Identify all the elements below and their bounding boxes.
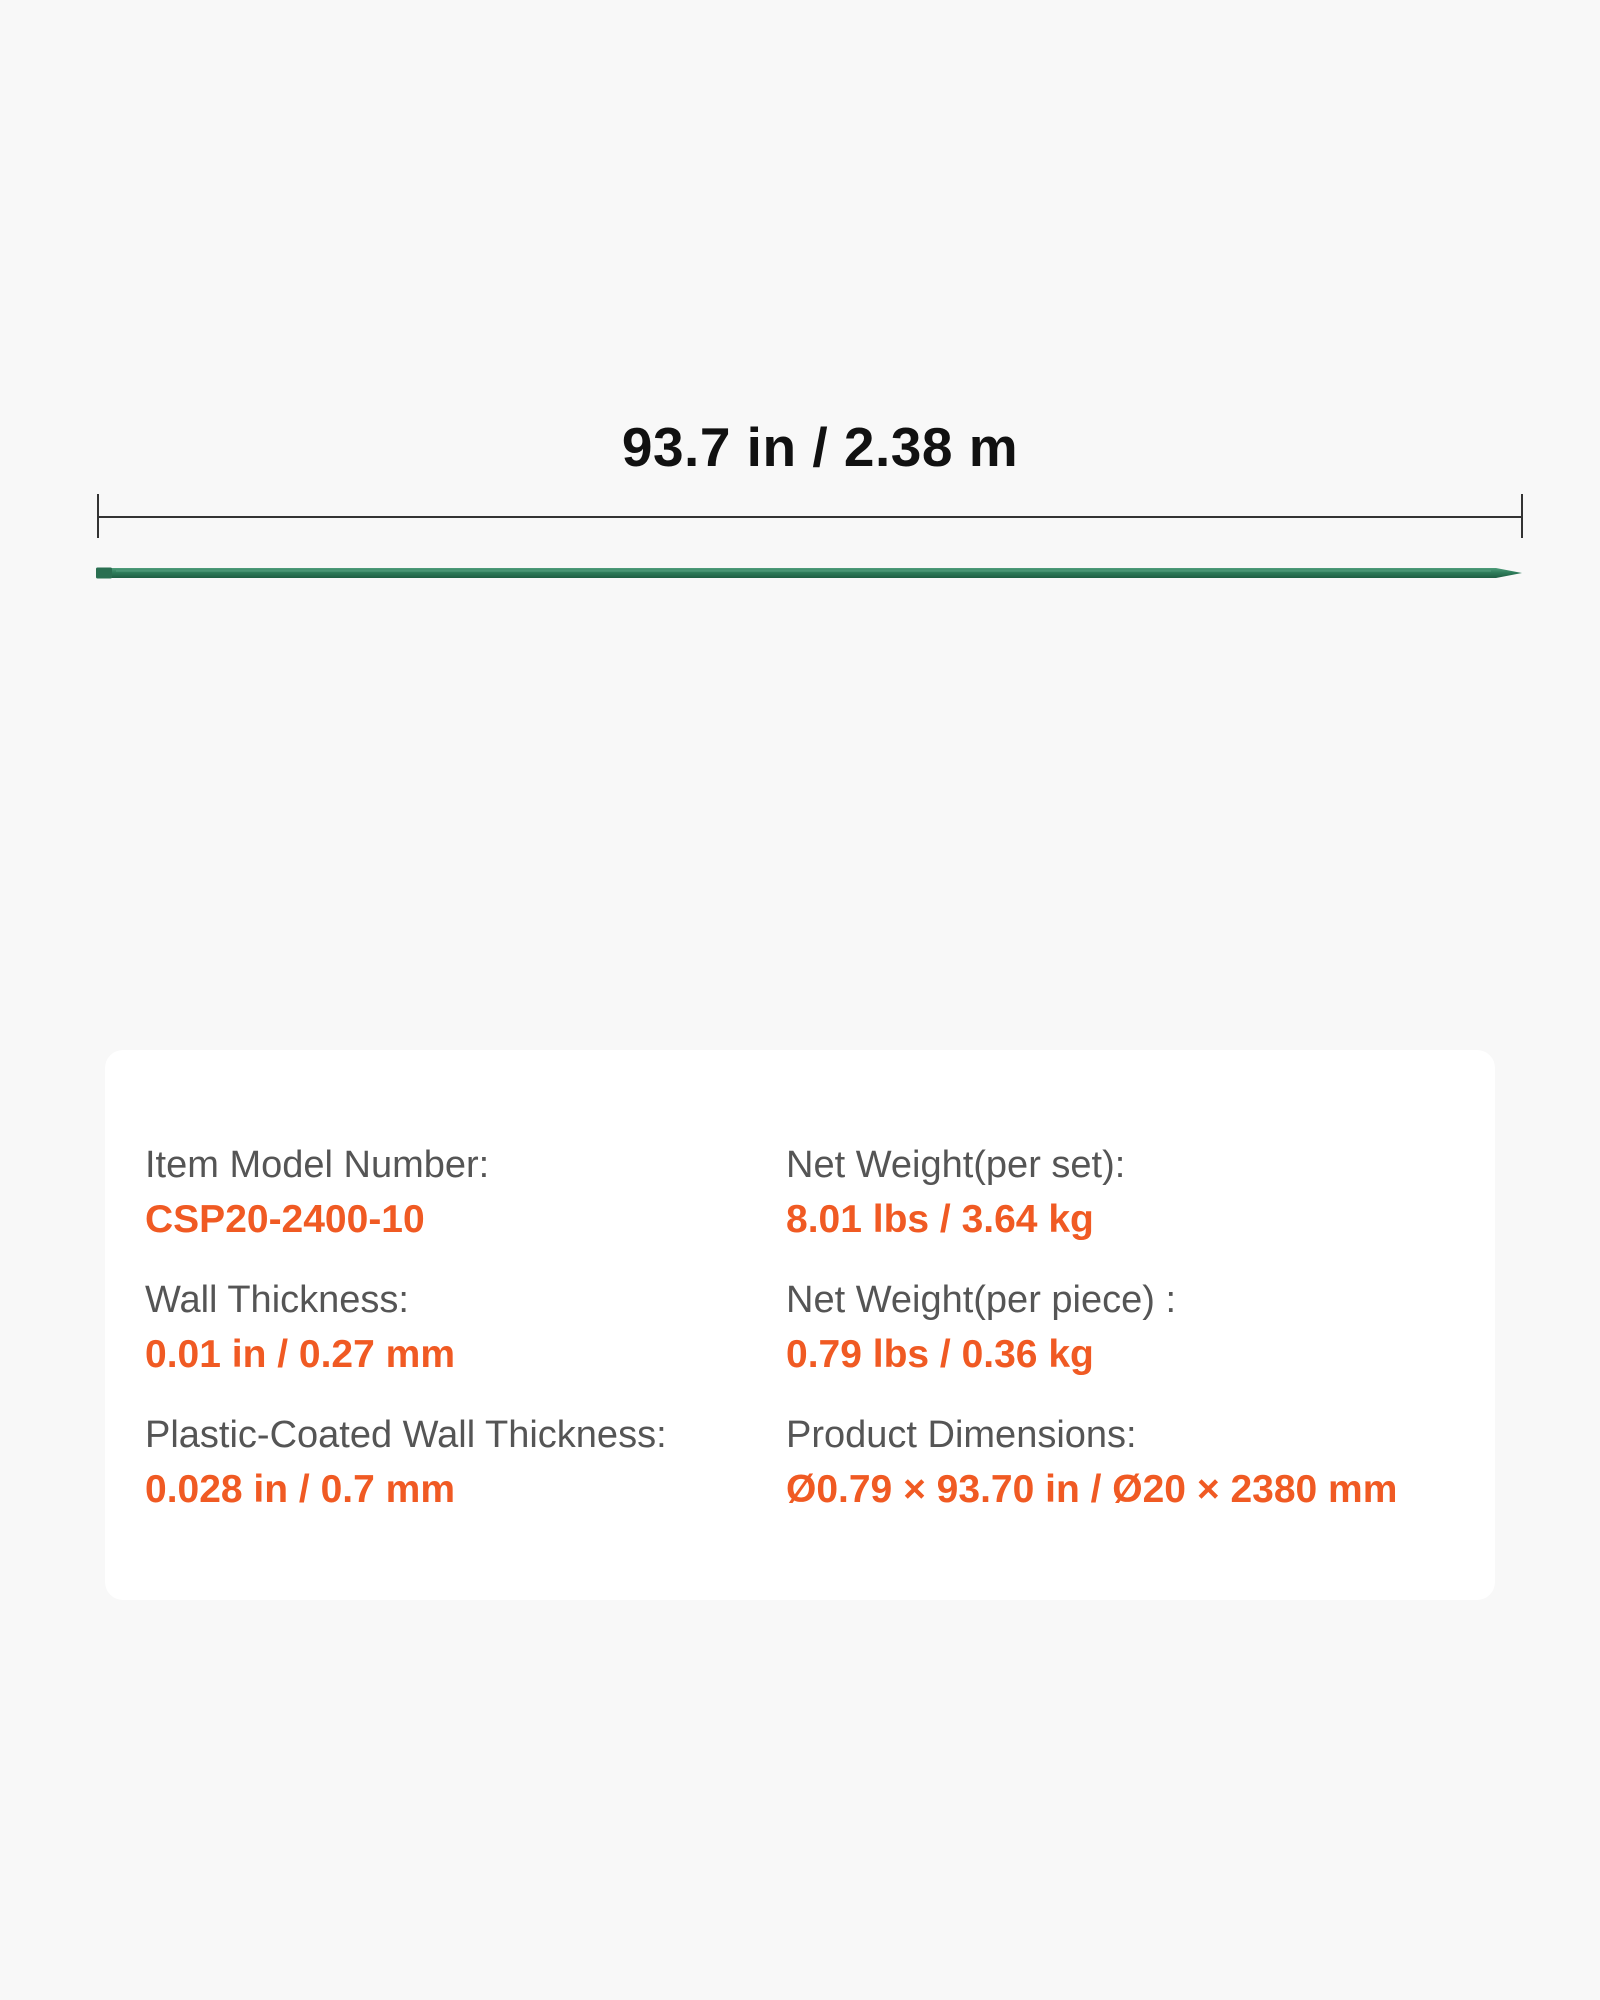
spec-label: Item Model Number: [145, 1144, 490, 1186]
spec-card [105, 1050, 1495, 1600]
spec-product-dimensions [786, 1410, 1397, 1516]
spec-value: CSP20-2400-10 [145, 1198, 425, 1241]
dimension-tick-right [1521, 494, 1523, 538]
spec-model-number [145, 1140, 489, 1246]
spec-wall-thickness [145, 1275, 455, 1381]
length-dimension-label: 93.7 in / 2.38 m [621, 416, 1019, 478]
green-plant-stake-image [96, 565, 1522, 581]
spec-coated-wall-thickness [145, 1410, 667, 1516]
dimension-bar [97, 516, 1523, 518]
spec-label: Wall Thickness: [145, 1279, 409, 1321]
spec-value: 0.01 in / 0.27 mm [145, 1333, 456, 1376]
spec-value: 8.01 lbs / 3.64 kg [786, 1198, 1094, 1241]
spec-value: 0.028 in / 0.7 mm [145, 1468, 456, 1511]
spec-label: Net Weight(per set): [786, 1144, 1126, 1186]
length-dimension-line [97, 494, 1523, 538]
spec-value: Ø0.79 × 93.70 in / Ø20 × 2380 mm [786, 1468, 1398, 1511]
spec-net-weight-piece [786, 1275, 1176, 1381]
spec-label: Plastic-Coated Wall Thickness: [145, 1414, 667, 1456]
spec-net-weight-set [786, 1140, 1125, 1246]
spec-label: Net Weight(per piece) : [786, 1279, 1177, 1321]
spec-value: 0.79 lbs / 0.36 kg [786, 1333, 1094, 1376]
spec-label: Product Dimensions: [786, 1414, 1137, 1456]
